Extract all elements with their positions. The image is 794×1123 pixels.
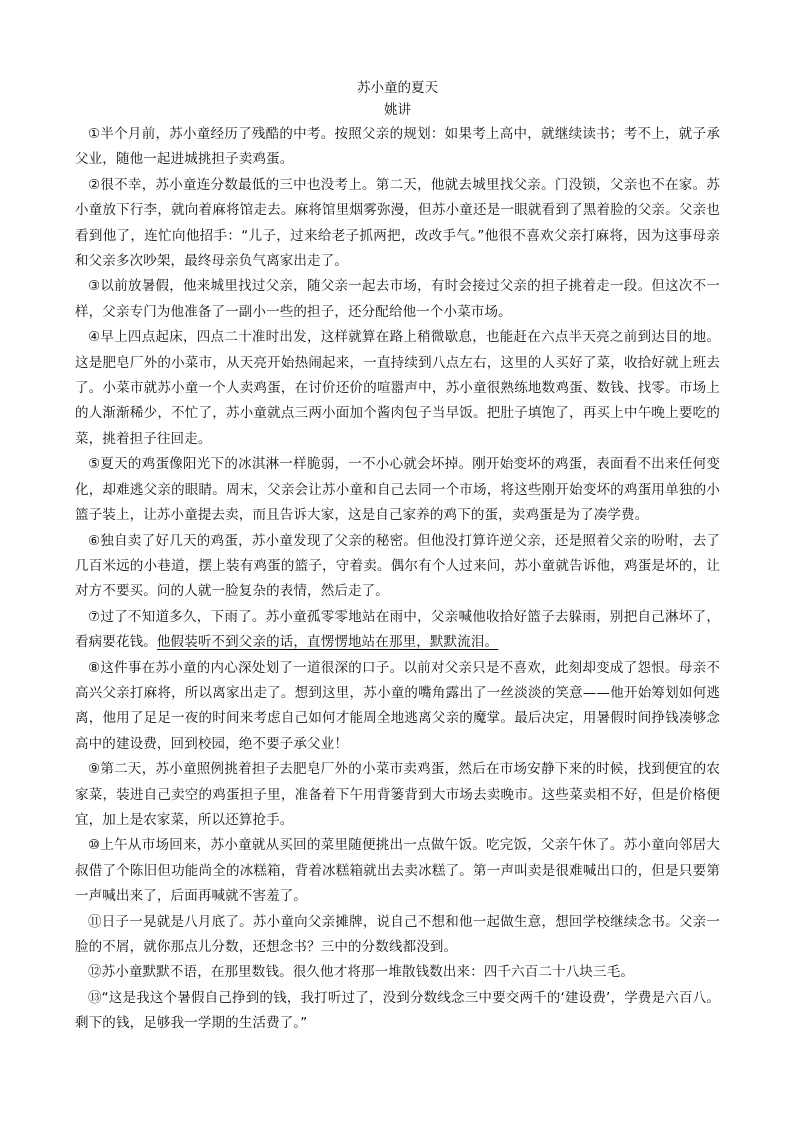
paragraph-text: ⑧这件事在苏小童的内心深处划了一道很深的口子。以前对父亲只是不喜欢，此刻却变成了怨恨。母亲不高兴父亲打麻将，所以离家出走了。想到这里，苏小童的嘴角露出了一丝淡淡的笑意——他开始筹划如何逃离，他用了足足一夜的时间来考虑自己如何才能周全地逃离父亲的魔掌。最后决定，用暑假时间挣钱凑够念高中的建设费，回到校园，绝不要子承父业！ <box>75 659 720 752</box>
article-author: 姚讲 <box>384 102 411 118</box>
paragraph-3 <box>75 274 720 325</box>
article-title: 苏小童的夏天 <box>357 80 438 96</box>
paragraph-8 <box>75 656 720 758</box>
paragraph-text: ⑨第二天，苏小童照例挑着担子去肥皂厂外的小菜市卖鸡蛋，然后在市场安静下来的时候，找到便宜的农家菜，装进自己卖空的鸡蛋担子里，准备着下午用背篓背到大市场去卖晚市。这些菜卖相不好，但是价格便宜，加上是农家菜，所以还算抢手。 <box>75 761 720 828</box>
paragraph-1 <box>75 122 720 173</box>
paragraph-6 <box>75 529 720 605</box>
paragraph-text: ⑪日子一晃就是八月底了。苏小童向父亲摊牌，说自己不想和他一起做生意，想回学校继续念书。父亲一脸的不屑，就你那点儿分数，还想念书？三中的分数线都没到。 <box>75 913 720 955</box>
paragraph-text: ⑤夏天的鸡蛋像阳光下的冰淇淋一样脆弱，一不小心就会坏掉。刚开始变坏的鸡蛋，表面看不出来任何变化，却难逃父亲的眼睛。周末，父亲会让苏小童和自己去同一个市场，将这些刚开始变坏的鸡蛋用单独的小篮子装上，让苏小童提去卖，而且告诉大家，这是自己家养的鸡下的蛋，卖鸡蛋是为了凑学费。 <box>75 456 720 524</box>
paragraph-12 <box>75 960 720 985</box>
paragraph-2 <box>75 173 720 275</box>
underlined-sentence: 他假装听不到父亲的话，直愣愣地站在那里，默默流泪。 <box>156 634 499 651</box>
paragraph-text: ⑫苏小童默默不语，在那里数钱。很久他才将那一堆散钱数出来：四千六百二十八块三毛。 <box>88 964 634 981</box>
paragraph-text: ①半个月前，苏小童经历了残酷的中考。按照父亲的规划：如果考上高中，就继续读书；考不上，就子承父业，随他一起进城挑担子卖鸡蛋。 <box>75 126 720 168</box>
paragraph-13 <box>75 986 720 1037</box>
paragraph-text: ⑦过了不知道多久，下雨了。苏小童孤零零地站在雨中，父亲喊他收拾好篮子去躲雨，别把自己淋坏了，看病要花钱。 <box>75 608 720 651</box>
paragraph-7 <box>75 605 720 656</box>
article-body <box>75 77 720 1037</box>
paragraph-text: ⑬“这是我这个暑假自己挣到的钱，我打听过了，没到分数线念三中要交两千的‘建设费’，学费是六百八。剩下的钱，足够我一学期的生活费了。” <box>75 989 720 1032</box>
paragraph-4 <box>75 325 720 452</box>
paragraph-9 <box>75 757 720 833</box>
paragraph-text: ②很不幸，苏小童连分数最低的三中也没考上。第二天，他就去城里找父亲。门没锁，父亲也不在家。苏小童放下行李，就向着麻将馆走去。麻将馆里烟雾弥漫，但苏小童还是一眼就看到了黑着脸的父亲。父亲也看到他了，连忙向他招手：“儿子，过来给老子抓两把，改改手气。”他很不喜欢父亲打麻将，因为这事母亲和父亲多次吵架，最终母亲负气离家出走了。 <box>75 176 720 270</box>
paragraph-5 <box>75 452 720 528</box>
paragraph-11 <box>75 910 720 961</box>
paragraph-text: ⑩上午从市场回来，苏小童就从买回的菜里随便挑出一点做午饭。吃完饭，父亲午休了。苏小童向邻居大叔借了个陈旧但功能尚全的冰糕箱，背着冰糕箱就出去卖冰糕了。第一声叫卖是很难喊出口的，但是只要第一声喊出来了，后面再喊就不害羞了。 <box>75 837 720 905</box>
paragraph-10 <box>75 833 720 909</box>
paragraph-text: ④早上四点起床，四点二十准时出发，这样就算在路上稍微歇息，也能赶在六点半天亮之前到达目的地。这是肥皂厂外的小菜市，从天亮开始热闹起来，一直持续到八点左右，这里的人买好了菜，收拾好就上班去了。小菜市就苏小童一个人卖鸡蛋，在讨价还价的喧嚣声中，苏小童很熟练地数鸡蛋、数钱、找零。市场上的人渐渐稀少，不忙了，苏小童就点三两小面加个酱肉包子当早饭。把肚子填饱了，再买上中午晚上要吃的菜，挑着担子往回走。 <box>75 329 720 447</box>
paragraph-text: ⑥独自卖了好几天的鸡蛋，苏小童发现了父亲的秘密。但他没打算许逆父亲，还是照着父亲的吩咐，去了几百米远的小巷道，摆上装有鸡蛋的篮子，守着卖。偶尔有个人过来问，苏小童就告诉他，鸡蛋是坏的，让对方不要买。问的人就一脸复杂的表情，然后走了。 <box>75 532 720 600</box>
paragraph-text: ③以前放暑假，他来城里找过父亲，随父亲一起去市场，有时会接过父亲的担子挑着走一段。但这次不一样，父亲专门为他准备了一副小一些的担子，还分配给他一个小菜市场。 <box>75 278 720 320</box>
